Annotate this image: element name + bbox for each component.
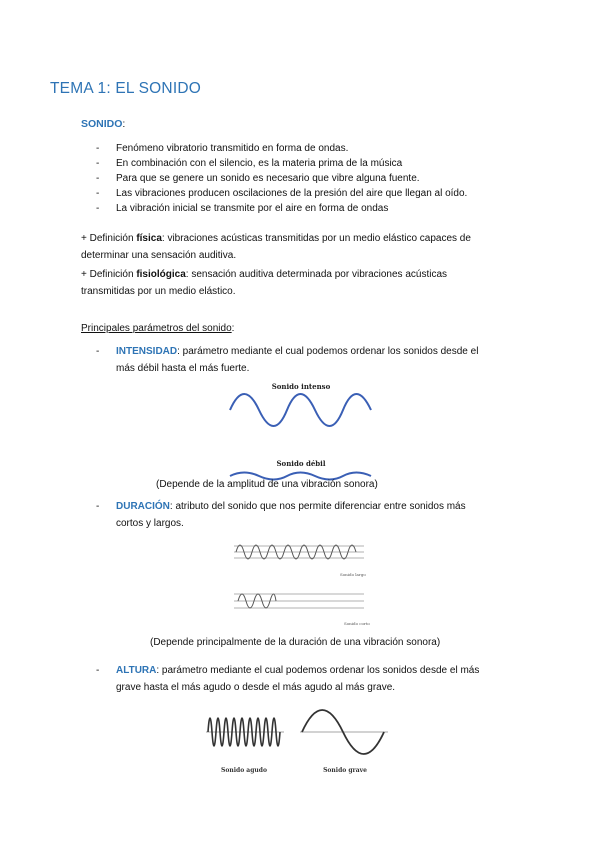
page-title: TEMA 1: EL SONIDO	[50, 80, 201, 97]
definition-prefix: + Definición	[81, 269, 137, 280]
param-text: cortos y largos.	[116, 518, 184, 529]
list-item-text: Las vibraciones producen oscilaciones de la presión del aire que llegan al oído.	[116, 188, 468, 199]
definition-text: determinar una sensación auditiva.	[81, 250, 237, 261]
definition-fisica	[81, 230, 471, 264]
wave-label-high: Sonido agudo	[221, 767, 267, 774]
intensidad-caption: (Depende de la amplitud de una vibración sonora)	[156, 479, 378, 490]
sonido-heading-colon: :	[122, 118, 126, 130]
list-item-text: La vibración inicial se transmite por el aire en forma de ondas	[116, 203, 389, 214]
wave-label-low: Sonido grave	[323, 767, 367, 774]
sonido-heading-label: SONIDO	[81, 118, 123, 130]
param-text: grave hasta el más agudo o desde el más agudo al más grave.	[116, 682, 396, 693]
param-term: DURACIÓN	[116, 501, 170, 512]
duration-wave-figure	[232, 538, 370, 628]
parametros-heading-colon: :	[231, 323, 235, 334]
list-item-text: Para que se genere un sonido es necesario que vibre alguna fuente.	[116, 173, 420, 184]
definition-prefix: + Definición	[81, 233, 137, 244]
list-item-text: En combinación con el silencio, es la materia prima de la música	[116, 158, 403, 169]
param-text: : parámetro mediante el cual podemos ordenar los sonidos desde el más	[156, 665, 480, 676]
param-text: más débil hasta el más fuerte.	[116, 363, 250, 374]
definition-fisiologica	[81, 266, 447, 300]
param-term: ALTURA	[116, 665, 157, 676]
definition-term: fisiológica	[136, 269, 186, 280]
pitch-wave-figure	[202, 700, 392, 780]
definition-text: : vibraciones acústicas transmitidas por un medio elástico capaces de	[161, 233, 471, 244]
definition-text: transmitidas por un medio elástico.	[81, 286, 236, 297]
param-term: INTENSIDAD	[116, 346, 178, 357]
section-heading-parametros	[81, 320, 234, 337]
wave-label-long: Sonido largo	[340, 572, 366, 577]
section-heading-sonido	[81, 118, 125, 130]
wave-label-weak: Sonido débil	[276, 459, 326, 468]
wave-label-short: Sonido corto	[344, 621, 370, 626]
duracion-caption: (Depende principalmente de la duración de una vibración sonora)	[150, 637, 441, 648]
parametros-heading-label: Principales parámetros del sonido	[81, 323, 232, 334]
param-text: : atributo del sonido que nos permite diferenciar entre sonidos más	[169, 501, 466, 512]
param-text: : parámetro mediante el cual podemos ordenar los sonidos desde el	[177, 346, 479, 357]
definition-term: física	[136, 233, 162, 244]
wave-label-intense: Sonido intenso	[271, 382, 331, 391]
list-item-text: Fenómeno vibratorio transmitido en forma de ondas.	[116, 143, 349, 154]
intensity-wave-figure	[225, 380, 377, 482]
definition-text: : sensación auditiva determinada por vibraciones acústicas	[185, 269, 448, 280]
intense-wave	[230, 394, 371, 426]
